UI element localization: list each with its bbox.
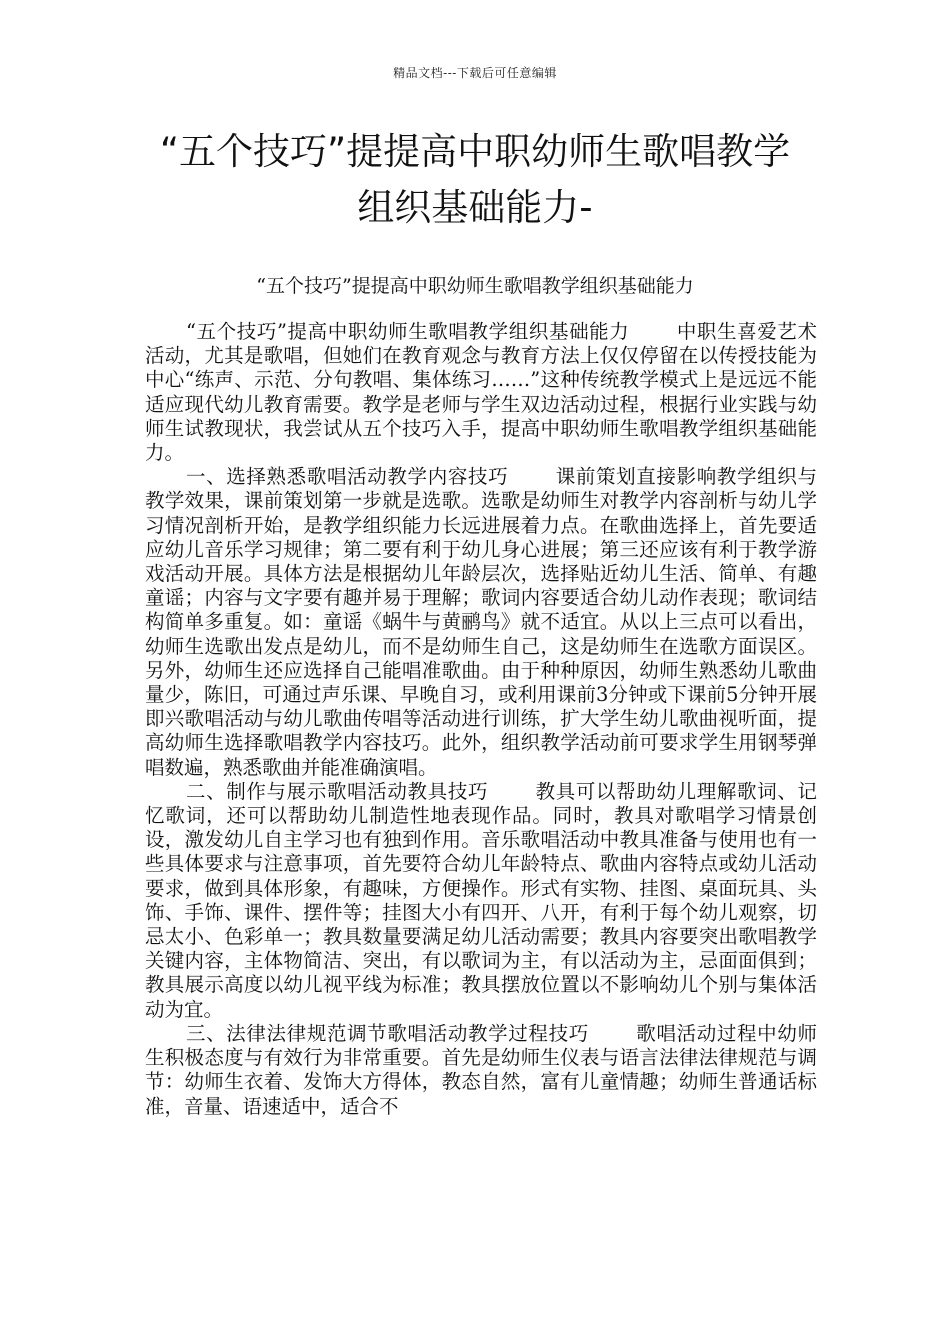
- paragraph-intro: [145, 320, 817, 465]
- title-line-2: 组织基础能力-: [357, 186, 593, 229]
- document-title: [120, 124, 830, 236]
- title-line-1: “五个技巧”提提高中职幼师生歌唱教学: [159, 130, 791, 173]
- paragraph-section-2: [145, 780, 817, 1022]
- paragraph-heading: 一、选择熟悉歌唱活动教学内容技巧: [185, 465, 509, 489]
- paragraph-heading: 三、法律法律规范调节歌唱活动教学过程技巧: [185, 1021, 589, 1045]
- paragraph-text: 课前策划直接影响教学组织与教学效果，课前策划第一步就是选歌。选歌是幼师生对教学内容剖析与幼儿学习情况剖析开始，是教学组织能力长远进展着力点。在歌曲选择上，首先要适应幼儿音乐学习规律；第二要有利于幼儿身心进展；第三还应该有利于教学游戏活动开展。具体方法是根据幼儿年龄层次，选择贴近幼儿生活、简单、有趣童谣；内容与文字要有趣并易于理解；歌词内容要适合幼儿动作表现；歌词结构简单多重复。如：童谣《蜗牛与黄鹂鸟》就不适宜。从以上三点可以看出，幼师生选歌出发点是幼儿，而不是幼师生自己，这是幼师生在选歌方面误区。另外，幼师生还应选择自己能唱准歌曲。由于种种原因，幼师生熟悉幼儿歌曲量少，陈旧，可通过声乐课、早晚自习，或利用课前3分钟或下课前5分钟开展即兴歌唱活动与幼儿歌曲传唱等活动进行训练，扩大学生幼儿歌曲视听面，提高幼师生选择歌唱教学内容技巧。此外，组织教学活动前可要求学生用钢琴弹唱数遍，熟悉歌曲并能准确演唱。: [145, 465, 817, 779]
- header-note: 精品文档---下载后可任意编辑: [393, 66, 557, 80]
- document-body: [145, 320, 817, 1119]
- document-subtitle: “五个技巧”提提高中职幼师生歌唱教学组织基础能力: [256, 275, 694, 297]
- paragraph-text: 教具可以帮助幼儿理解歌词、记忆歌词，还可以帮助幼儿制造性地表现作品。同时，教具对歌唱学习情景创设，激发幼儿自主学习也有独到作用。音乐歌唱活动中教具准备与使用也有一些具体要求与注意事项，首先要符合幼儿年龄特点、歌曲内容特点或幼儿活动要求，做到具体形象，有趣味，方便操作。形式有实物、挂图、桌面玩具、头饰、手饰、课件、摆件等；挂图大小有四开、八开，有利于每个幼儿观察，切忌太小、色彩单一；教具数量要满足幼儿活动需要；教具内容要突出歌唱教学关键内容，主体物简洁、突出，有以歌词为主，有以活动为主，忌面面俱到；教具展示高度以幼儿视平线为标准；教具摆放位置以不影响幼儿个别与集体活动为宜。: [145, 779, 817, 1021]
- paragraph-text: 歌唱活动过程中幼师生积极态度与有效行为非常重要。首先是幼师生仪表与语言法律法律规范与调节：幼师生衣着、发饰大方得体，教态自然，富有儿童情趣；幼师生普通话标准，音量、语速适中，适合不: [145, 1021, 817, 1118]
- paragraph-heading: “五个技巧”提高中职幼师生歌唱教学组织基础能力: [185, 320, 630, 343]
- paragraph-section-3: [145, 1022, 817, 1119]
- paragraph-section-1: [145, 465, 817, 780]
- paragraph-heading: 二、制作与展示歌唱活动教具技巧: [185, 779, 489, 803]
- paragraph-text: 中职生喜爱艺术活动，尤其是歌唱，但她们在教育观念与教育方法上仅仅停留在以传授技能为中心“练声、示范、分句教唱、集体练习……”这种传统教学模式上是远远不能适应现代幼儿教育需要。教学是老师与学生双边活动过程，根据行业实践与幼师生试教现状，我尝试从五个技巧入手，提高中职幼师生歌唱教学组织基础能力。: [145, 320, 817, 465]
